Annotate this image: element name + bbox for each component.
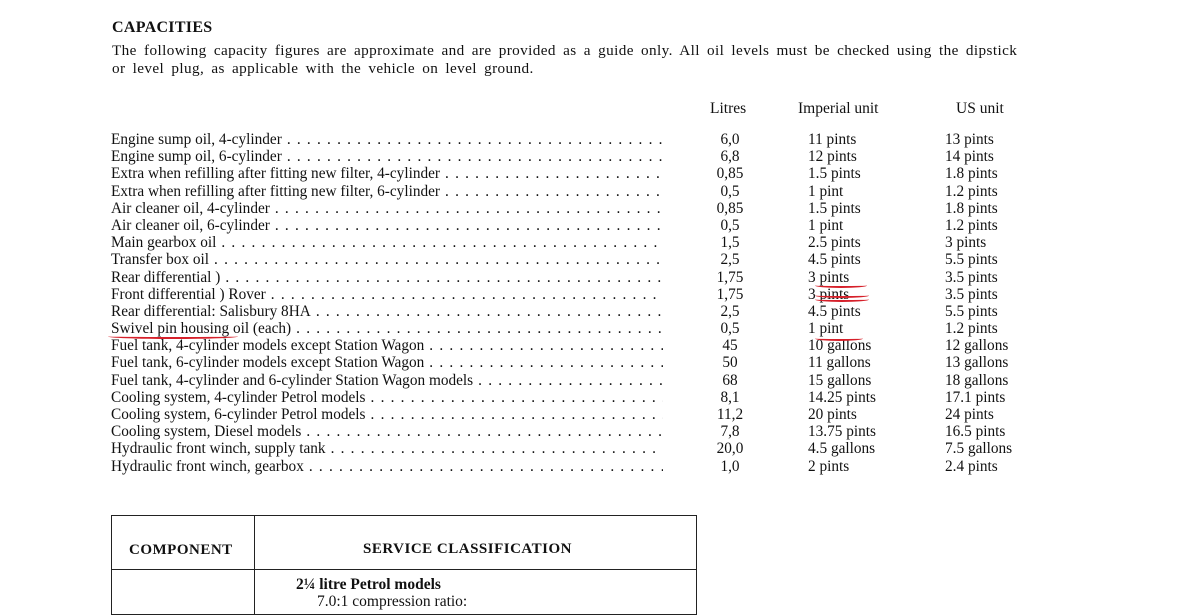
capacity-label: Cooling system, 6-cylinder Petrol models . . .: [111, 406, 663, 423]
capacity-imperial: 1 pint: [808, 182, 844, 200]
capacity-imperial: 1.5 pints: [808, 165, 861, 183]
capacity-imperial: 3 pints: [808, 268, 850, 286]
capacity-imperial: 4.5 pints: [808, 251, 861, 269]
capacity-litres: 20,0: [716, 440, 744, 458]
capacity-us: 1.2 pints: [945, 182, 998, 200]
capacity-imperial: 2 pints: [808, 457, 850, 475]
capacity-label: Air cleaner oil, 4-cylinder . . .: [111, 200, 663, 217]
capacity-label: Front differential ) Rover . . .: [111, 286, 663, 303]
capacity-us: 5.5 pints: [945, 251, 998, 269]
capacity-row: [0, 286, 1186, 303]
capacity-label: Main gearbox oil . . .: [111, 234, 663, 251]
capacity-us: 1.2 pints: [945, 320, 998, 338]
capacity-row: [0, 389, 1186, 406]
capacity-imperial: 14.25 pints: [808, 388, 876, 406]
capacity-row: [0, 303, 1186, 320]
capacity-litres: 0,5: [720, 320, 740, 338]
capacity-us: 14 pints: [945, 148, 994, 166]
capacity-us: 2.4 pints: [945, 457, 998, 475]
capacity-imperial: 11 gallons: [808, 354, 871, 372]
capacity-row: [0, 251, 1186, 268]
capacity-us: 3.5 pints: [945, 285, 998, 303]
capacity-imperial: 1 pint: [808, 216, 844, 234]
capacity-litres: 0,85: [716, 165, 744, 183]
capacity-row: [0, 406, 1186, 423]
capacity-us: 17.1 pints: [945, 388, 1006, 406]
capacity-imperial: 1 pint: [808, 320, 844, 338]
capacity-label: Engine sump oil, 4-cylinder . . .: [111, 131, 663, 148]
capacity-imperial: 11 pints: [808, 131, 857, 148]
capacity-litres: 68: [722, 371, 738, 389]
capacity-us: 5.5 pints: [945, 302, 998, 320]
table-divider-vertical: [254, 516, 255, 614]
capacity-litres: 6,8: [720, 148, 740, 166]
capacity-label: Extra when refilling after fitting new filter, 4-cylinder . . .: [111, 165, 663, 182]
capacity-imperial: 1.5 pints: [808, 199, 861, 217]
capacity-label: Air cleaner oil, 6-cylinder . . .: [111, 217, 663, 234]
capacity-label: Fuel tank, 4-cylinder models except Station Wagon . . .: [111, 337, 663, 354]
red-underline-swivel-pint: [815, 336, 863, 341]
capacity-litres: 1,75: [716, 285, 744, 303]
capacity-imperial: 20 pints: [808, 406, 857, 423]
capacity-litres: 0,5: [720, 182, 740, 200]
capacity-row: [0, 165, 1186, 182]
capacity-label: Fuel tank, 6-cylinder models except Station Wagon . . .: [111, 354, 663, 371]
capacity-row: [0, 200, 1186, 217]
capacity-label: Hydraulic front winch, gearbox . . .: [111, 458, 663, 475]
component-header: COMPONENT: [129, 542, 233, 558]
capacity-litres: 1,75: [716, 268, 744, 286]
capacity-us: 1.2 pints: [945, 216, 998, 234]
capacity-row: [0, 372, 1186, 389]
column-header-imperial: Imperial unit: [798, 100, 879, 117]
capacity-row: [0, 423, 1186, 440]
capacity-us: 13 gallons: [945, 354, 1009, 372]
capacity-us: 16.5 pints: [945, 423, 1006, 441]
capacity-label: Extra when refilling after fitting new filter, 6-cylinder . . .: [111, 183, 663, 200]
capacity-imperial: 12 pints: [808, 148, 857, 166]
capacity-imperial: 10 gallons: [808, 337, 872, 355]
capacity-row: [0, 183, 1186, 200]
capacity-us: 18 gallons: [945, 371, 1009, 389]
capacity-imperial: 4.5 pints: [808, 302, 861, 320]
capacity-us: 3.5 pints: [945, 268, 998, 286]
capacity-us: 12 gallons: [945, 337, 1009, 355]
capacity-litres: 0,85: [716, 199, 744, 217]
capacity-label: Transfer box oil . . .: [111, 251, 663, 268]
capacities-list: [0, 131, 1186, 475]
service-classification-table: [111, 515, 697, 615]
capacity-label: Engine sump oil, 6-cylinder . . .: [111, 148, 663, 165]
capacity-litres: 2,5: [720, 302, 740, 320]
capacity-litres: 50: [722, 354, 738, 372]
capacity-litres: 11,2: [716, 406, 744, 423]
capacity-imperial: 15 gallons: [808, 371, 872, 389]
capacity-imperial: 13.75 pints: [808, 423, 876, 441]
capacity-us: 3 pints: [945, 234, 987, 252]
capacity-litres: 1,0: [720, 457, 740, 475]
red-underline-rear-diff: [815, 283, 867, 288]
capacity-us: 1.8 pints: [945, 165, 998, 183]
capacity-row: [0, 217, 1186, 234]
capacity-row: [0, 458, 1186, 475]
column-header-litres: Litres: [710, 100, 747, 117]
table-subheading: 2¼ litre Petrol models: [296, 576, 441, 593]
capacity-litres: 0,5: [720, 216, 740, 234]
capacity-row: [0, 234, 1186, 251]
capacity-litres: 7,8: [720, 423, 740, 441]
column-header-us: US unit: [956, 100, 1004, 117]
capacity-imperial: 2.5 pints: [808, 234, 861, 252]
capacity-row: [0, 440, 1186, 457]
capacity-us: 1.8 pints: [945, 199, 998, 217]
intro-paragraph: The following capacity figures are approximate and are provided as a guide only. All oil levels must be checked using the dipstick or level plug, as applicable with the vehicle on level ground.: [112, 42, 1018, 77]
table-divider-horizontal: [112, 569, 696, 570]
capacity-label: Fuel tank, 4-cylinder and 6-cylinder Station Wagon models . . .: [111, 372, 663, 389]
capacity-litres: 6,0: [720, 131, 740, 148]
capacity-us: 7.5 gallons: [945, 440, 1013, 458]
capacity-label: Cooling system, 4-cylinder Petrol models . . .: [111, 389, 663, 406]
capacity-row: [0, 269, 1186, 286]
capacity-row: [0, 131, 1186, 148]
capacity-label: Hydraulic front winch, supply tank . . .: [111, 440, 663, 457]
red-underline-front-diff-2: [815, 297, 869, 302]
capacity-litres: 8,1: [720, 388, 740, 406]
table-subline: 7.0:1 compression ratio:: [317, 593, 468, 610]
capacity-label: Cooling system, Diesel models . . .: [111, 423, 663, 440]
capacity-imperial: 3 pints: [808, 285, 850, 303]
capacity-row: [0, 148, 1186, 165]
capacity-litres: 2,5: [720, 251, 740, 269]
red-underline-swivel-pin: [108, 334, 238, 339]
capacity-litres: 1,5: [720, 234, 740, 252]
capacity-label: Rear differential ) . . .: [111, 269, 663, 286]
capacity-litres: 45: [722, 337, 738, 355]
capacity-us: 24 pints: [945, 406, 994, 423]
capacity-us: 13 pints: [945, 131, 994, 148]
capacity-row: [0, 337, 1186, 354]
capacity-label: Rear differential: Salisbury 8HA . . .: [111, 303, 663, 320]
section-heading: CAPACITIES: [112, 19, 213, 36]
capacity-row: [0, 354, 1186, 371]
service-classification-header: SERVICE CLASSIFICATION: [363, 541, 572, 557]
capacity-imperial: 4.5 gallons: [808, 440, 876, 458]
capacity-label: Swivel pin housing oil (each) . . .: [111, 320, 663, 337]
